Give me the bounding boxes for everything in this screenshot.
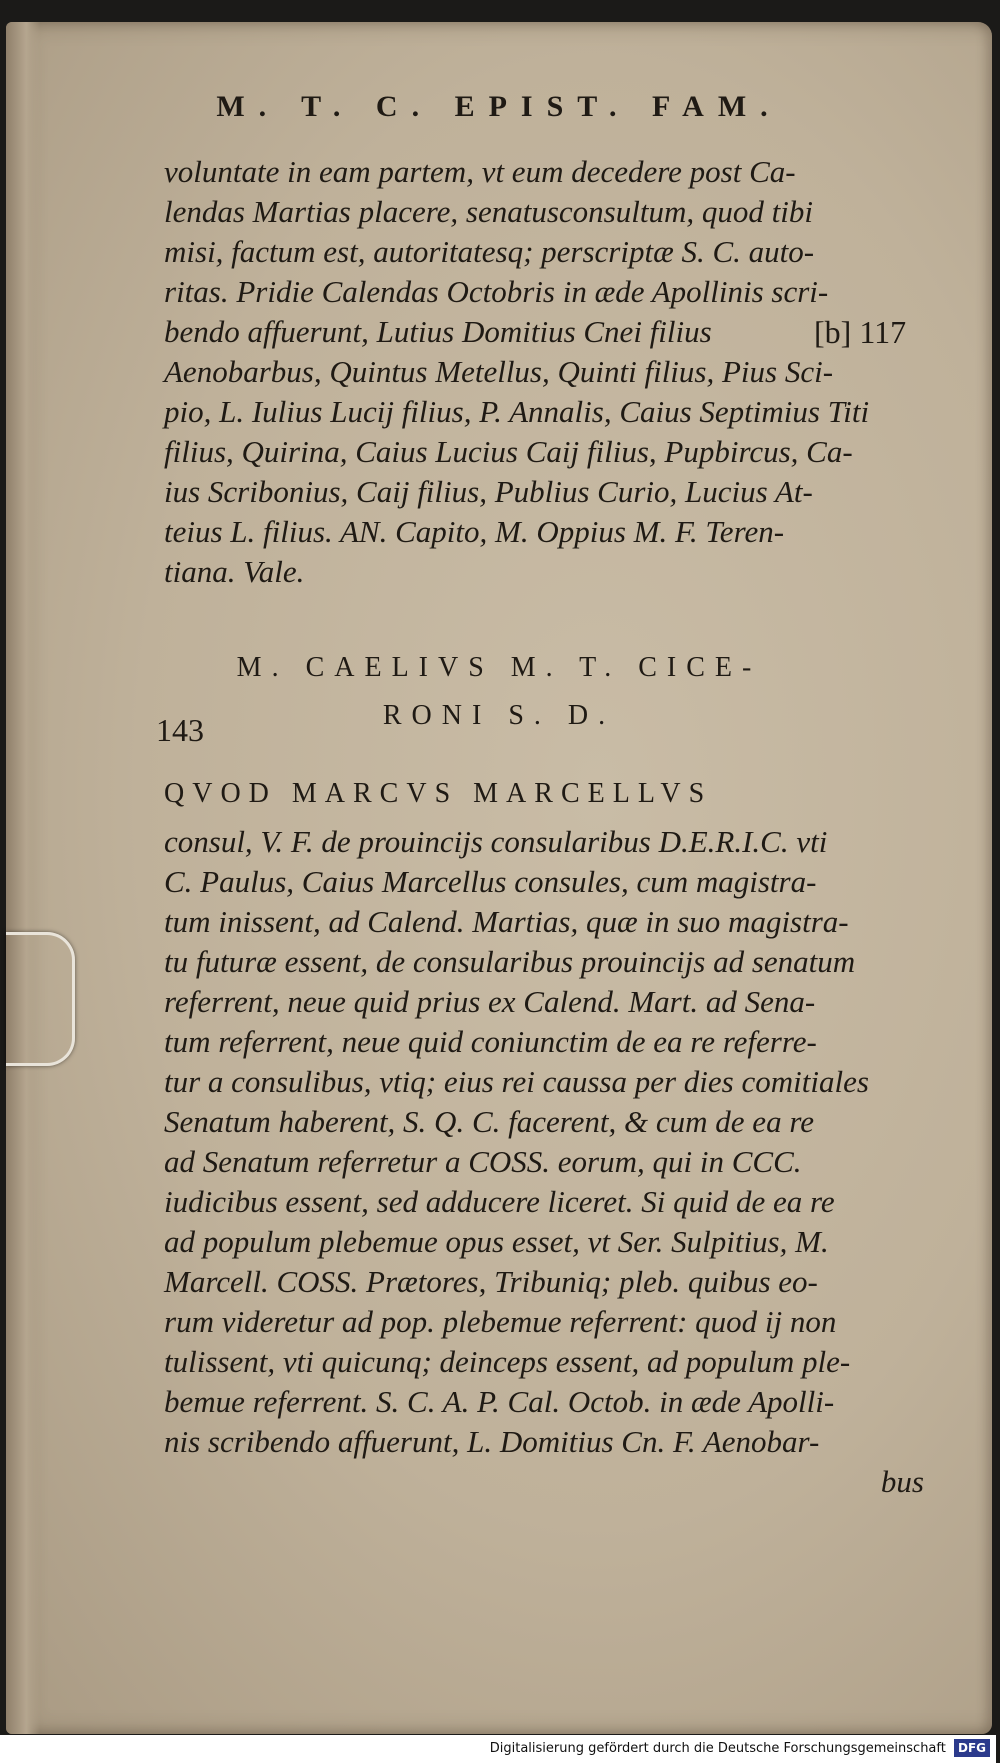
text-line: iudicibus essent, sed adducere liceret. Si quid de ea re xyxy=(164,1184,835,1219)
text-line: pio, L. Iulius Lucij filius, P. Annalis, Caius Septimius Titi xyxy=(164,394,870,429)
page-text xyxy=(6,22,992,1734)
text-line: QVOD MARCVS MARCELLVS xyxy=(164,778,713,809)
text-line: ad Senatum referretur a COSS. eorum, qui in CCC. xyxy=(164,1144,802,1179)
footer-text: Digitalisierung gefördert durch die Deutsche Forschungsgemeinschaft xyxy=(489,1741,946,1756)
text-line: nis scribendo affuerunt, L. Domitius Cn. F. Aenobar- xyxy=(164,1424,820,1459)
running-header: M. T. C. EPIST. FAM. xyxy=(216,90,782,123)
text-line: Marcell. COSS. Prætores, Tribuniq; pleb. quibus eo- xyxy=(164,1264,818,1299)
text-line: tulissent, vti quicunq; deinceps essent, ad populum ple- xyxy=(164,1344,851,1379)
text-line: tu futuræ essent, de consularibus prouincijs ad senatum xyxy=(164,944,856,979)
dfg-logo: DFG xyxy=(954,1739,990,1757)
text-line: ad populum plebemue opus esset, vt Ser. Sulpitius, M. xyxy=(164,1224,829,1259)
text-line: misi, factum est, autoritatesq; perscriptæ S. C. auto- xyxy=(164,234,815,269)
letter-title: M. CAELIVS M. T. CICE- xyxy=(236,652,762,683)
text-line: ius Scribonius, Caij filius, Publius Curio, Lucius At- xyxy=(164,474,813,509)
margin-note: [b] 117 xyxy=(814,314,907,350)
text-line: tum inissent, ad Calend. Martias, quæ in suo magistra- xyxy=(164,904,849,939)
digitization-footer xyxy=(0,1735,996,1763)
text-line: C. Paulus, Caius Marcellus consules, cum magistra- xyxy=(164,864,817,899)
text-line: filius, Quirina, Caius Lucius Caij filius, Pupbircus, Ca- xyxy=(164,434,853,469)
text-line: bendo affuerunt, Lutius Domitius Cnei filius xyxy=(164,314,712,349)
text-line: teius L. filius. AN. Capito, M. Oppius M. F. Teren- xyxy=(164,514,785,549)
text-line: consul, V. F. de prouincijs consularibus D.E.R.I.C. vti xyxy=(164,824,828,859)
text-line: referrent, neue quid prius ex Calend. Mart. ad Sena- xyxy=(164,984,816,1019)
text-line: voluntate in eam partem, vt eum decedere post Ca- xyxy=(164,154,796,189)
catchword: bus xyxy=(880,1464,924,1499)
text-line: ritas. Pridie Calendas Octobris in æde Apollinis scri- xyxy=(164,274,829,309)
letter-title: RONI S. D. xyxy=(382,700,616,731)
text-line: tum referrent, neue quid coniunctim de ea re referre- xyxy=(164,1024,817,1059)
text-line: tiana. Vale. xyxy=(164,554,305,589)
text-line: tur a consulibus, vtiq; eius rei caussa per dies comitiales xyxy=(164,1064,869,1099)
text-line: bemue referrent. S. C. A. P. Cal. Octob. in æde Apolli- xyxy=(164,1384,835,1419)
text-line: lendas Martias placere, senatusconsultum, quod tibi xyxy=(164,194,813,229)
text-line: rum videretur ad pop. plebemue referrent: quod ij non xyxy=(164,1304,837,1339)
book-page xyxy=(6,22,992,1734)
margin-note: 143 xyxy=(156,712,204,748)
text-line: Senatum haberent, S. Q. C. facerent, & cum de ea re xyxy=(164,1104,814,1139)
text-line: Aenobarbus, Quintus Metellus, Quinti filius, Pius Sci- xyxy=(164,354,834,389)
